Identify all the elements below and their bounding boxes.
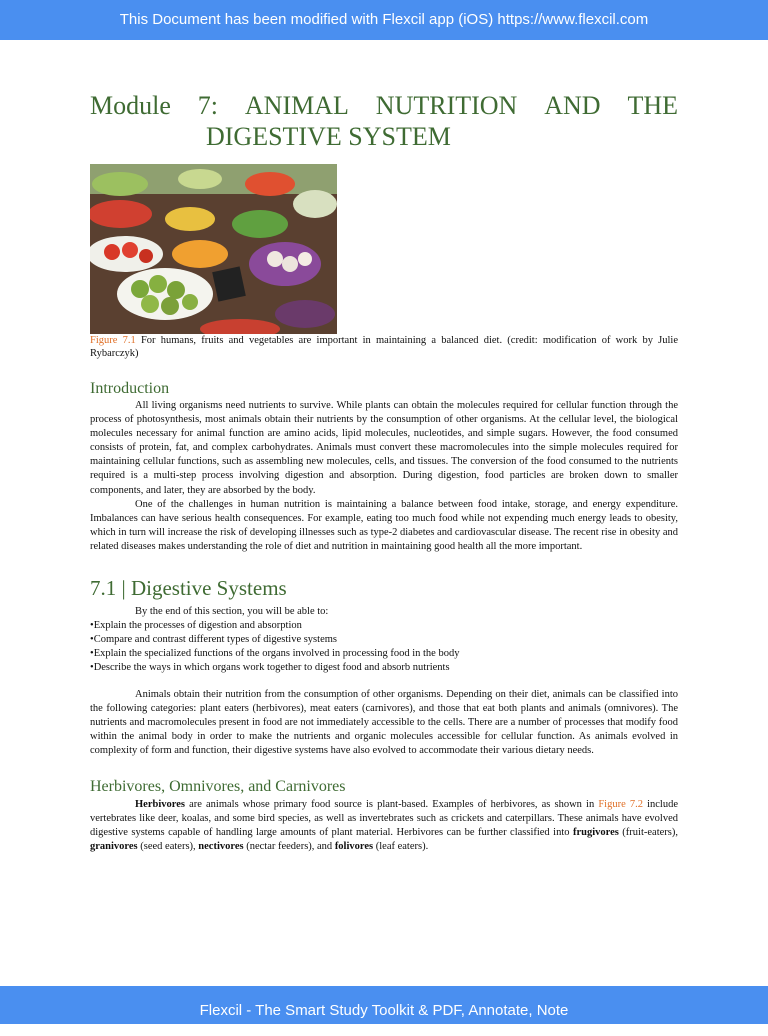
list-item: • Describe the ways in which organs work together to digest food and absorb nutrients [90, 661, 678, 675]
module-title [90, 90, 678, 152]
subsection-heading: Herbivores, Omnivores, and Carnivores [90, 777, 346, 795]
title-word: ANIMAL [244, 91, 349, 120]
term: folivores [334, 841, 374, 853]
term: nectivores [198, 841, 244, 853]
figure-reference-link[interactable]: Figure 7.2 [598, 798, 643, 810]
text: (fruit-eaters), [618, 827, 678, 839]
paragraph: All living organisms need nutrients to survive. While plants can obtain the molecules required for cellular function through the process of photosynthesis, most animals obtain their nutrients by the consumption of other organisms. At the cellular level, the biological molecules necessary for animal function are amino acids, lipid molecules, nucleotides, and simple sugars. However, the food consumed consists of protein, fat, and complex carbohydrates. Animals must convert these macromolecules into the simple molecules required for maintaining cellular functions, such as assembling new molecules, cells, and tissues. The conversion of the food consumed to the nutrients required is a multi-step process involving digestion and absorption. During digestion, food particles are broken down to smaller components, and later, they are absorbed by the body. [90, 400, 678, 496]
text: (nectar feeders), and [243, 841, 335, 853]
title-word: 7: [197, 91, 219, 120]
introduction-heading: Introduction [90, 380, 170, 397]
title-word: NUTRITION [375, 91, 518, 120]
list-item: • Compare and contrast different types of digestive systems [90, 633, 678, 647]
text: include vertebrates like deer, koalas, and some bird species, as well as invertebrates such as crickets and caterpillars. These animals have evolved digestive systems capable of handling large amounts of plant material. Herbivores can be further classified into [90, 798, 678, 839]
list-item: • Explain the specialized functions of the organs involved in processing food in the body [90, 647, 678, 661]
text: are animals whose primary food source is plant-based. Examples of herbivores, as shown in [184, 798, 599, 810]
title-word: AND [544, 91, 601, 120]
term: granivores [90, 841, 138, 853]
top-banner[interactable]: This Document has been modified with Flexcil app (iOS) https://www.flexcil.com [0, 0, 768, 40]
page-content [90, 90, 678, 854]
term: frugivores [572, 827, 619, 839]
figure-reference-link[interactable]: Figure 7.1 [90, 335, 136, 346]
term: Herbivores [135, 798, 185, 810]
paragraph: Animals obtain their nutrition from the consumption of other organisms. Depending on their diet, animals can be classified into the following categories: plant eaters (herbivores), meat eaters (carnivores), and those that eat both plants and animals (omnivores). The nutrients and macromolecules present in food are not immediately accessible to the cells. There are a number of processes that modify food within the animal body in order to make the nutrients and organic molecules accessible for cellular function. As animals evolved in complexity of form and function, their digestive systems have also evolved to accommodate their various dietary needs. [90, 688, 678, 756]
produce-market-photo [90, 164, 337, 334]
paragraph [90, 798, 678, 854]
learning-objectives [90, 619, 678, 675]
text: (leaf eaters). [373, 841, 429, 853]
title-line-2: DIGESTIVE SYSTEM [206, 122, 451, 151]
section-heading: 7.1 | Digestive Systems [90, 576, 287, 601]
caption-text: For humans, fruits and vegetables are important in maintaining a balanced diet. (credit: modification of work by Julie Rybarczyk) [90, 335, 678, 359]
text: (seed eaters), [137, 841, 199, 853]
figure-caption [90, 334, 678, 360]
paragraph: One of the challenges in human nutrition is maintaining a balance between food intake, storage, and energy expenditure. Imbalances can have serious health consequences. For example, eating too much food while not expending much energy leads to obesity, which in turn will increase the risk of developing illnesses such as type-2 diabetes and cardiovascular disease. The recent rise in obesity and related diseases makes understanding the role of diet and nutrition in maintaining good health all the more important. [90, 498, 678, 552]
objectives-lead: By the end of this section, you will be able to: [135, 606, 329, 618]
title-word: THE [627, 91, 678, 120]
list-item: • Explain the processes of digestion and absorption [90, 619, 678, 633]
title-word: Module [90, 91, 171, 120]
bottom-banner[interactable]: Flexcil - The Smart Study Toolkit & PDF, Annotate, Note [0, 986, 768, 1024]
